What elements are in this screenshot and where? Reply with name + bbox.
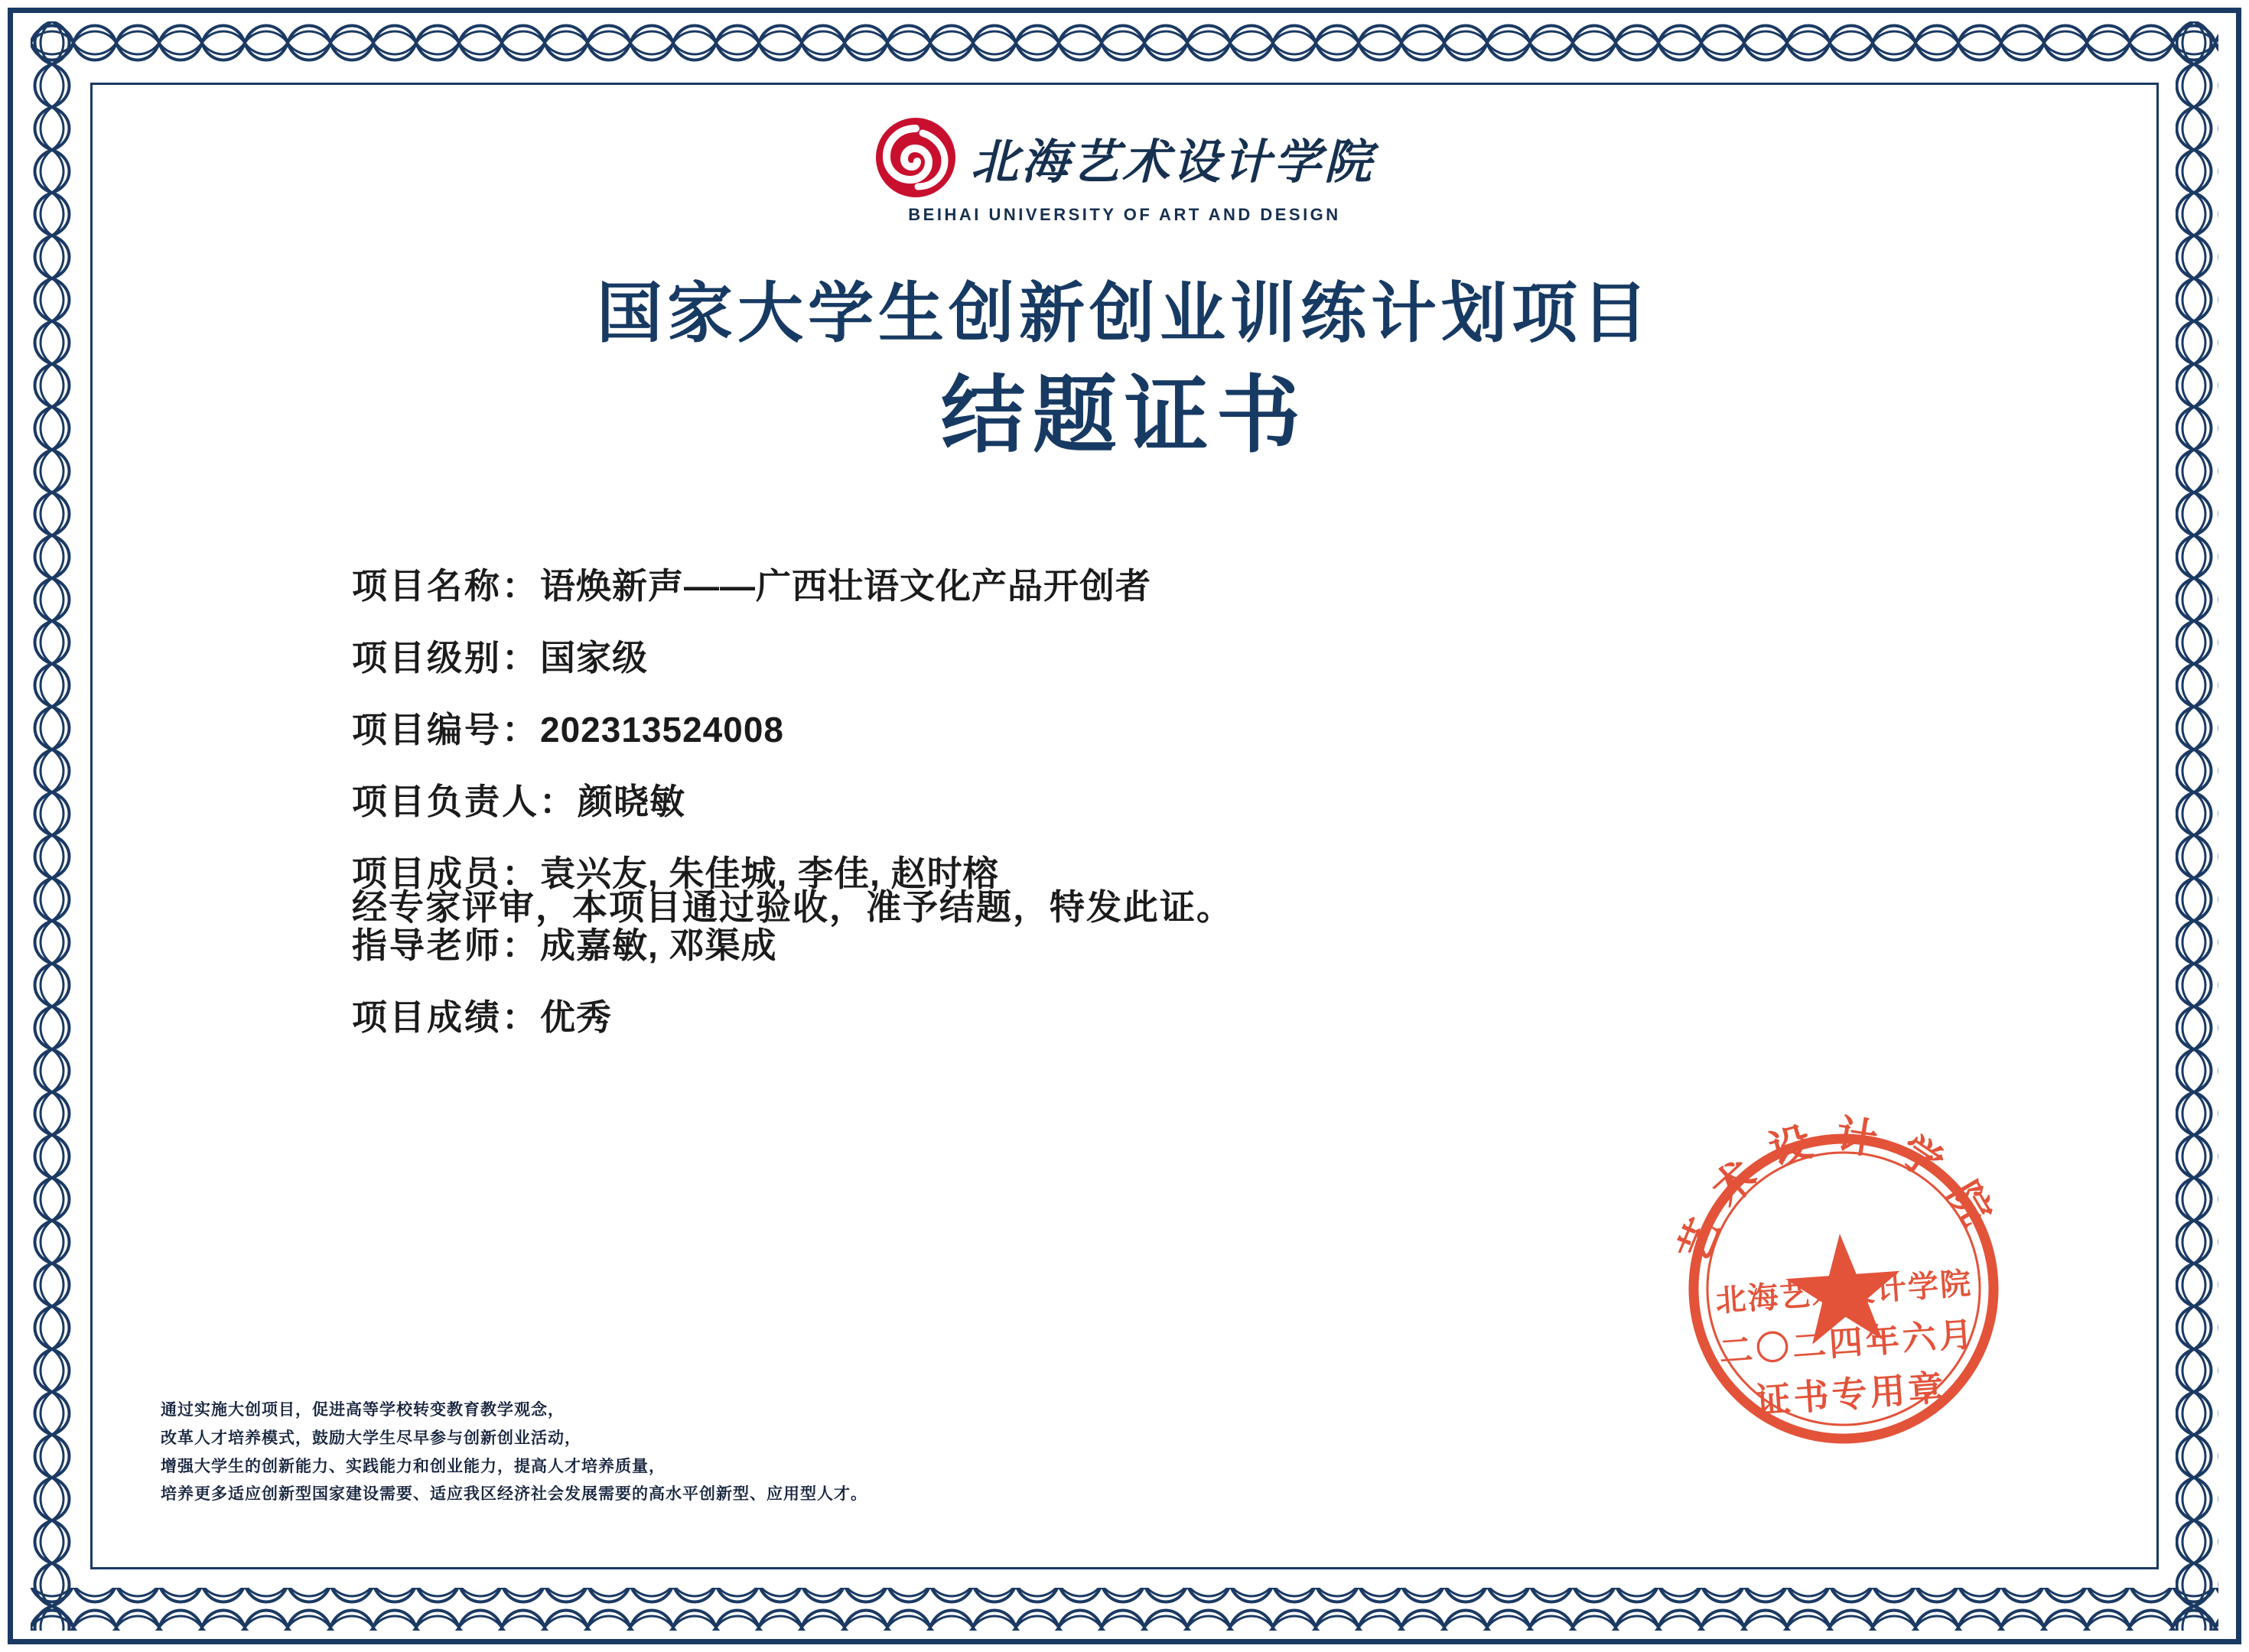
field-value: 国家级 <box>540 638 648 678</box>
field-label: 项目成员 <box>352 854 502 893</box>
field-row-project-name <box>352 558 2042 609</box>
field-label: 指导老师 <box>352 925 502 965</box>
field-value: 颜晓敏 <box>578 782 685 821</box>
field-value: 语焕新声——广西壮语文化产品开创者 <box>540 566 1151 606</box>
field-colon: ： <box>502 854 537 893</box>
field-row-project-leader <box>352 774 2042 824</box>
official-seal-stamp <box>1639 1085 2048 1493</box>
institution-name-en: BEIHAI UNIVERSITY OF ART AND DESIGN <box>908 205 1341 224</box>
footnote-line-4: 培养更多适应创新型国家建设需要、适应我区经济社会发展需要的高水平创新型、应用型人才。 <box>161 1485 867 1504</box>
svg-text:艺术设计学院: 艺术设计学院 <box>1670 1111 2010 1269</box>
institution-name-cn: 北海艺术设计学院 <box>970 136 1375 189</box>
field-label: 项目成绩 <box>352 997 502 1037</box>
field-list <box>352 558 2042 1062</box>
certificate-content <box>115 99 2134 1553</box>
svg-text:证书专用章: 证书专用章 <box>1754 1368 1948 1421</box>
field-colon: ： <box>502 638 537 678</box>
field-colon: ： <box>502 997 537 1037</box>
approval-statement: 经专家评审，本项目通过验收，准予结题，特发此证。 <box>352 887 1233 927</box>
field-colon: ： <box>539 782 574 821</box>
field-colon: ： <box>502 710 537 750</box>
field-row-grade <box>352 990 2042 1040</box>
spiral-emblem-icon <box>874 116 957 199</box>
field-colon: ： <box>502 925 537 965</box>
field-value: 202313524008 <box>540 710 784 750</box>
field-label: 项目编号 <box>352 710 502 750</box>
field-label: 项目名称 <box>352 566 502 606</box>
svg-text:北海艺术设计学院: 北海艺术设计学院 <box>1714 1266 1974 1319</box>
field-row-project-level <box>352 630 2042 681</box>
field-colon: ： <box>502 566 537 606</box>
institution-logo <box>115 116 2134 225</box>
certificate-title-line1: 国家大学生创新创业训练计划项目 <box>597 277 1652 350</box>
footnote-line-2: 改革人才培养模式，鼓励大学生尽早参与创新创业活动， <box>161 1428 581 1447</box>
svg-text:二〇二四年六月: 二〇二四年六月 <box>1717 1315 1977 1371</box>
field-label: 项目负责人 <box>352 782 539 821</box>
field-value: 优秀 <box>540 997 612 1037</box>
field-label: 项目级别 <box>352 638 502 678</box>
field-value: 袁兴友, 朱佳城, 李佳, 赵时榕 <box>540 854 999 893</box>
field-value: 成嘉敏, 邓渠成 <box>540 925 777 965</box>
footnote-line-1: 通过实施大创项目，促进高等学校转变教育教学观念， <box>161 1400 565 1419</box>
footnote-text <box>161 1396 867 1508</box>
field-row-project-number <box>352 702 2042 753</box>
certificate-title-line2: 结题证书 <box>941 369 1308 463</box>
footnote-line-3: 增强大学生的创新能力、实践能力和创业能力，提高人才培养质量， <box>161 1456 666 1475</box>
